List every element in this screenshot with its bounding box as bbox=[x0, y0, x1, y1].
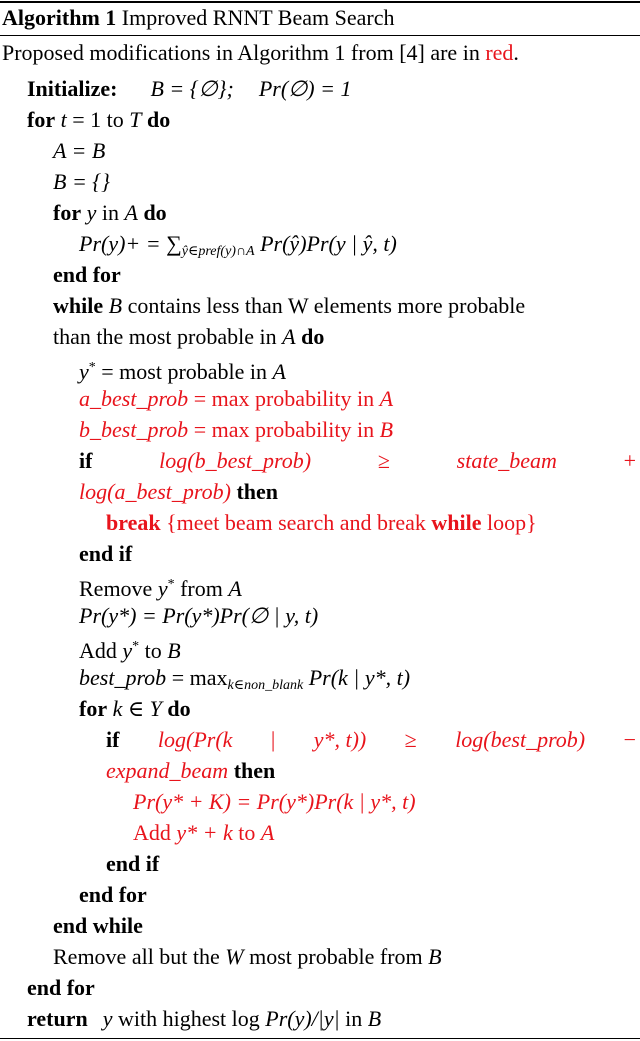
text-remove-all: Remove all but the bbox=[53, 944, 220, 969]
line-for-t bbox=[27, 104, 640, 135]
math-pr-terms: Pr(ŷ)Pr(y | ŷ, t) bbox=[260, 231, 397, 256]
kw-break: break bbox=[106, 510, 161, 535]
text-add: Add bbox=[133, 820, 171, 845]
text-meet-open: {meet beam search and break bbox=[166, 510, 426, 535]
line-if-expand-cont bbox=[106, 755, 640, 786]
kw-while: while bbox=[431, 510, 482, 535]
math-plus: + bbox=[623, 448, 636, 473]
line-for-k bbox=[79, 693, 640, 724]
math-a-best-prob: a_best_prob bbox=[79, 386, 189, 411]
text-to: to bbox=[238, 820, 256, 845]
kw-if: if bbox=[106, 727, 120, 752]
line-ystar bbox=[79, 352, 640, 383]
line-pr-sum bbox=[79, 228, 640, 259]
kw-end-if: end if bbox=[106, 851, 160, 876]
kw-end-while: end while bbox=[53, 913, 143, 938]
math-geq: ≥ bbox=[404, 727, 417, 752]
algorithm-caption bbox=[2, 2, 640, 33]
math-init-pr: Pr(∅) = 1 bbox=[258, 76, 352, 101]
math-geq: ≥ bbox=[377, 448, 390, 473]
math-B: B bbox=[108, 293, 123, 318]
math-A: A bbox=[379, 386, 394, 411]
text-max: max bbox=[189, 665, 228, 690]
math-B: B bbox=[167, 638, 181, 663]
text-loop-close: loop} bbox=[487, 510, 537, 535]
text-with-highest: with highest log bbox=[117, 1006, 260, 1031]
kw-end-for: end for bbox=[79, 882, 147, 907]
math-W: W bbox=[225, 944, 244, 969]
math-B: B bbox=[367, 1006, 382, 1031]
line-a-eq-b bbox=[53, 135, 640, 166]
kw-do: do bbox=[167, 696, 191, 721]
math-sum-sub: ŷ∈pref(y)∩A bbox=[181, 244, 255, 259]
caption-rule bbox=[0, 35, 640, 36]
kw-for: for bbox=[53, 200, 82, 225]
line-end-for-outer bbox=[27, 972, 640, 1003]
line-end-if-1 bbox=[79, 538, 640, 569]
caption-title: Improved RNNT Beam Search bbox=[121, 5, 395, 30]
line-b-empty bbox=[53, 166, 640, 197]
line-best-prob bbox=[79, 662, 640, 693]
line-break bbox=[106, 507, 640, 538]
math-star: * bbox=[167, 577, 175, 592]
line-add-ystar bbox=[79, 631, 640, 662]
kw-then: then bbox=[233, 758, 276, 783]
modification-note bbox=[2, 37, 640, 68]
math-y: y bbox=[102, 1006, 113, 1031]
caption-label: Algorithm 1 bbox=[2, 5, 117, 30]
math-a-eq-b: A = B bbox=[53, 138, 106, 163]
math-A: A bbox=[260, 820, 275, 845]
kw-end-if: end if bbox=[79, 541, 133, 566]
math-state-beam: state_beam bbox=[456, 448, 557, 473]
text-to: to bbox=[144, 638, 162, 663]
text-add: Add bbox=[79, 638, 117, 663]
line-end-if-2 bbox=[106, 848, 640, 879]
line-add-ystar-k bbox=[133, 817, 640, 848]
text-than-most: than the most probable in bbox=[53, 324, 277, 349]
kw-then: then bbox=[236, 479, 279, 504]
math-bar: | bbox=[270, 727, 276, 752]
math-pr-y-plus: Pr(y)+ = ∑ bbox=[79, 231, 182, 256]
math-A: A bbox=[228, 576, 242, 601]
line-return bbox=[27, 1003, 640, 1034]
math-star: * bbox=[88, 360, 96, 375]
line-while-cont bbox=[53, 321, 640, 352]
math-log-a: log(a_best_prob) bbox=[79, 479, 231, 504]
note-red-word: red bbox=[485, 40, 514, 65]
kw-do: do bbox=[301, 324, 325, 349]
math-A: A bbox=[282, 324, 296, 349]
math-t: t bbox=[60, 107, 67, 132]
math-ystar: y bbox=[157, 576, 168, 601]
math-eq: = bbox=[171, 665, 185, 690]
math-log-pr-k: log(Pr(k bbox=[157, 727, 233, 752]
text-contains: contains less than W elements more probable bbox=[127, 293, 526, 318]
math-B: B bbox=[379, 417, 394, 442]
note-period: . bbox=[513, 40, 519, 65]
line-remove-all bbox=[53, 941, 640, 972]
math-minus: − bbox=[623, 727, 636, 752]
math-star: * bbox=[132, 639, 140, 654]
kw-for: for bbox=[27, 107, 56, 132]
math-best-prob: best_prob bbox=[79, 665, 167, 690]
kw-initialize: Initialize: bbox=[27, 76, 118, 101]
kw-end-for: end for bbox=[27, 975, 95, 1000]
math-b-best-prob: b_best_prob bbox=[79, 417, 189, 442]
math-ystar-plus-k: y* + k bbox=[176, 820, 233, 845]
text-max-prob-in: = max probability in bbox=[193, 417, 375, 442]
math-pr-k: Pr(k | y*, t) bbox=[308, 665, 411, 690]
math-A: A bbox=[272, 359, 286, 384]
line-while bbox=[53, 290, 640, 321]
line-pr-ystar-k bbox=[133, 786, 640, 817]
line-end-while bbox=[53, 910, 640, 941]
line-if-state-beam bbox=[79, 445, 636, 476]
math-A: A bbox=[124, 200, 138, 225]
note-text: Proposed modifications in Algorithm 1 from [4] are in bbox=[2, 40, 480, 65]
text-in: in bbox=[101, 200, 119, 225]
line-b-best-prob bbox=[79, 414, 640, 445]
math-ystar: y bbox=[122, 638, 133, 663]
kw-end-for: end for bbox=[53, 262, 121, 287]
math-b-empty: B = {} bbox=[53, 169, 110, 194]
text-most-probable-in: = most probable in bbox=[101, 359, 268, 384]
text-in-b: in bbox=[345, 1006, 363, 1031]
kw-do: do bbox=[143, 200, 167, 225]
kw-while: while bbox=[53, 293, 104, 318]
text-max-prob-in: = max probability in bbox=[193, 386, 375, 411]
math-expand-beam: expand_beam bbox=[106, 758, 229, 783]
math-ystar: y bbox=[79, 359, 89, 384]
math-pr-ystar-eq: Pr(y*) = Pr(y*)Pr(∅ | y, t) bbox=[79, 603, 319, 628]
math-log-best: log(best_prob) bbox=[455, 727, 586, 752]
text-most-probable-from: most probable from bbox=[249, 944, 423, 969]
kw-if: if bbox=[79, 448, 93, 473]
math-ystar-t: y*, t)) bbox=[313, 727, 367, 752]
math-B: B bbox=[428, 944, 442, 969]
math-ret-pr: Pr(y)/|y| bbox=[265, 1006, 340, 1031]
line-for-y bbox=[53, 197, 640, 228]
line-end-for-inner bbox=[53, 259, 640, 290]
math-pr-ystar-k: Pr(y* + K) = Pr(y*)Pr(k | y*, t) bbox=[133, 789, 416, 814]
line-if-cont bbox=[79, 476, 640, 507]
kw-for: for bbox=[79, 696, 108, 721]
line-remove-ystar bbox=[79, 569, 640, 600]
math-k-in-Y: k ∈ Y bbox=[112, 696, 162, 721]
math-T: T bbox=[129, 107, 142, 132]
line-end-for-k bbox=[79, 879, 640, 910]
text-one-to: = 1 to bbox=[72, 107, 124, 132]
bottom-rule bbox=[0, 1038, 640, 1039]
text-from: from bbox=[180, 576, 223, 601]
math-log-b: log(b_best_prob) bbox=[159, 448, 312, 473]
kw-do: do bbox=[147, 107, 171, 132]
text-remove: Remove bbox=[79, 576, 153, 601]
line-a-best-prob bbox=[79, 383, 640, 414]
math-init: B = {∅}; bbox=[150, 76, 234, 101]
line-if-expand bbox=[106, 724, 636, 755]
math-y: y bbox=[86, 200, 97, 225]
kw-return: return bbox=[27, 1006, 88, 1031]
line-pr-ystar bbox=[79, 600, 640, 631]
math-max-sub: k∈non_blank bbox=[227, 678, 304, 693]
line-initialize bbox=[27, 73, 640, 104]
